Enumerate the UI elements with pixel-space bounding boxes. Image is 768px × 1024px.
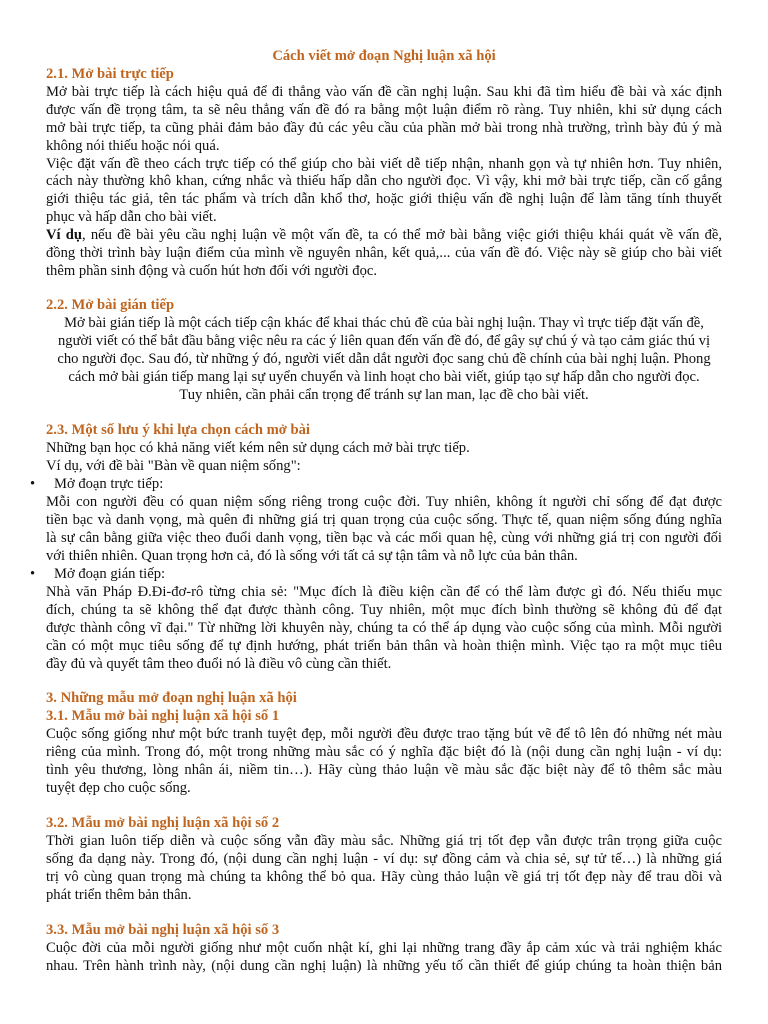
text-line: đồng thời trình bày luận điểm của mình về nguyên nhân, kết quả,... của vấn đề đó. Việc này sẽ giúp cho bài viết [46,245,722,262]
text-line: tình yêu thương, lòng nhân ái, niềm tin…). Hãy cùng thảo luận về màu sắc đặc biệt này để tô thêm sắc màu [46,761,722,778]
bullet-icon: • [30,476,36,492]
bullet-2-body [46,584,722,674]
bullet-label: Mở đoạn trực tiếp: [54,476,164,492]
text-line: được vấn đề trọng tâm, ta sẽ nêu thẳng vấn đề đó ra bằng một luận điểm rõ ràng. Tuy nhiên, khi sử dụng cách [46,101,722,118]
section-heading: 2.2. Mở bài gián tiếp [46,297,175,313]
text-line: cách mở bài gián tiếp mang lại sự uyển chuyển và linh hoạt cho bài viết, giúp tạo sự hấp dẫn cho người đọc. [68,368,700,385]
section-2-2 [46,297,722,404]
text-line: cần có một mục tiêu sống để tự định hướng, phát triển bản thân và hoàn thiện mình. Việc tạo ra một mục tiêu [46,637,722,654]
text-line: giới thiệu tác giả, tên tác phẩm và trích dẫn khổ thơ, hoặc giới thiệu vấn đề nghị luận để làm tăng tính thuyết [46,191,722,208]
text-line: là sự cân bằng giữa việc theo đuổi danh vọng, tiền bạc và các mối quan hệ, cùng với những giá trị con người đối [46,529,722,546]
text-line: cách này thường khô khan, cứng nhắc và thiếu hấp dẫn cho người đọc. Vì vậy, khi mở bài trực tiếp, cần cố gắng [46,173,722,190]
document-title: Cách viết mở đoạn Nghị luận xã hội [272,48,496,64]
text-line: sống đa dạng này. Trong đó, (nội dung cần nghị luận - ví dụ: sự đồng cảm và chia sẻ, sự tử tế…) là những giá [46,850,722,867]
section-3-3 [46,922,722,976]
subsection-heading: 3.1. Mẫu mở bài nghị luận xã hội số 1 [46,707,280,724]
section-heading: 2.1. Mở bài trực tiếp [46,66,174,82]
text-line: Mở bài trực tiếp là cách hiệu quả để đi thẳng vào vấn đề cần nghị luận. Sau khi đã tìm hiểu đề bài và xác định [46,83,722,100]
text-line [46,227,722,245]
text-line: Thời gian luôn tiếp diễn và cuộc sống vẫn đầy màu sắc. Những giá trị tốt đẹp vẫn được trân trọng giữa cuộc [46,832,722,849]
text-line: Những bạn học có khả năng viết kém nên sử dụng cách mở bài trực tiếp. [46,439,470,456]
text-line: trị vô cùng quan trọng mà chúng ta không thể bỏ qua. Hãy cùng thảo luận về giá trị tốt đẹp này để trau dồi và [46,868,722,885]
text-line: Ví dụ, với đề bài "Bàn về quan niệm sống": [46,457,301,474]
text-line: Cuộc đời của mỗi người giống như một cuốn nhật kí, ghi lại những trang đầy ắp cảm xúc và trải nghiệm khác [46,939,722,956]
subsection-heading: 3.2. Mẫu mở bài nghị luận xã hội số 2 [46,815,280,831]
text-line: nhau. Trên hành trình này, (nội dung cần nghị luận) là những yếu tố cần thiết để giúp chúng ta hoàn thiện bản [46,957,722,974]
example-label: Ví dụ [46,227,83,244]
section-2-1 [46,66,722,281]
text-line: người viết có thể bắt đầu bằng việc nêu ra các ý liên quan đến vấn đề đó, để gây sự chú ý và tạo cảm giác thú vị [57,332,711,349]
text-line: với thiên nhiên. Quan trọng hơn cả, đó là sống với tất cả sự tận tâm và nỗ lực của bản thân. [46,547,578,564]
text-line: Tuy nhiên, cần phải cẩn trọng để tránh sự lan man, lạc đề cho bài viết. [179,386,589,403]
text-line: Cuộc sống giống như một bức tranh tuyệt đẹp, mỗi người đều được trao tặng bút vẽ để tô lên đó những nét màu [46,725,722,742]
subsection-heading: 3.3. Mẫu mở bài nghị luận xã hội số 3 [46,922,280,938]
text-line: tiền bạc và danh vọng, mà quên đi những giá trị quan trọng của cuộc sống. Thực tế, quan niệm sống đúng nghĩa [46,511,722,528]
bullet-label: Mở đoạn gián tiếp: [54,566,166,582]
text-line: phục và hấp dẫn cho bài viết. [46,209,217,226]
text-line: thêm phần sinh động và cuốn hút hơn đối với người đọc. [46,262,378,279]
text-fragment: , nếu đề bài yêu cầu nghị luận về một vấn đề, ta có thể mở bài bằng việc giới thiệu khái quát về vấn đề, [82,227,722,244]
bullet-icon: • [30,566,36,582]
section-2-3 [46,422,722,476]
text-line: đầy đủ và quyết tâm theo đuổi nó là điều vô cùng cần thiết. [46,655,392,672]
text-line: tuyệt đẹp cho cuộc sống. [46,779,191,796]
text-line: được thành công vĩ đại." Từ những lời khuyên này, chúng ta có thể áp dụng vào cuộc sống của mình. Mỗi người [46,619,722,636]
text-line: phát triển thêm bản thân. [46,886,192,903]
bullet-1-body [46,494,722,566]
text-line: đích, chúng ta sẽ không thể đạt được thành công. Tuy nhiên, một mục đích bình thường sẽ không đủ để đạt [46,601,722,618]
text-line: Mở bài gián tiếp là một cách tiếp cận khác để khai thác chủ đề của bài nghị luận. Thay vì trực tiếp đặt vấn đề, [64,314,704,331]
text-line: mở bài trực tiếp, ta cũng phải đảm bảo đầy đủ các yêu cầu của phần mở bài trong nhà trường, trình bày đủ ý mà [46,119,722,136]
section-heading: 3. Những mẫu mở đoạn nghị luận xã hội [46,690,297,706]
text-line: Mỗi con người đều có quan niệm sống riêng trong cuộc đời. Tuy nhiên, không ít người chỉ sống để đạt được [46,494,722,510]
text-line: Việc đặt vấn đề theo cách trực tiếp có thể giúp cho bài viết dễ tiếp nhận, nhanh gọn và tự nhiên hơn. Tuy nhiên, [46,155,722,172]
text-line: cho người đọc. Sau đó, từ những ý đó, người viết dẫn dắt người đọc sang chủ đề chính của bài nghị luận. Phong [57,350,711,367]
section-3 [46,690,722,797]
text-line: riêng của mình. Trong đó, một trong những màu sắc có ý nghĩa đặc biệt đó là (nội dung cần nghị luận - ví dụ: [46,743,722,760]
text-line: Nhà văn Pháp Đ.Đi-đơ-rô từng chia sẻ: "Mục đích là điều kiện cần để có thể làm được gì đó. Nếu thiếu mục [46,584,722,600]
text-line: không nói thiếu hoặc nói quá. [46,137,220,154]
section-3-2 [46,815,722,905]
section-heading: 2.3. Một số lưu ý khi lựa chọn cách mở bài [46,422,310,438]
